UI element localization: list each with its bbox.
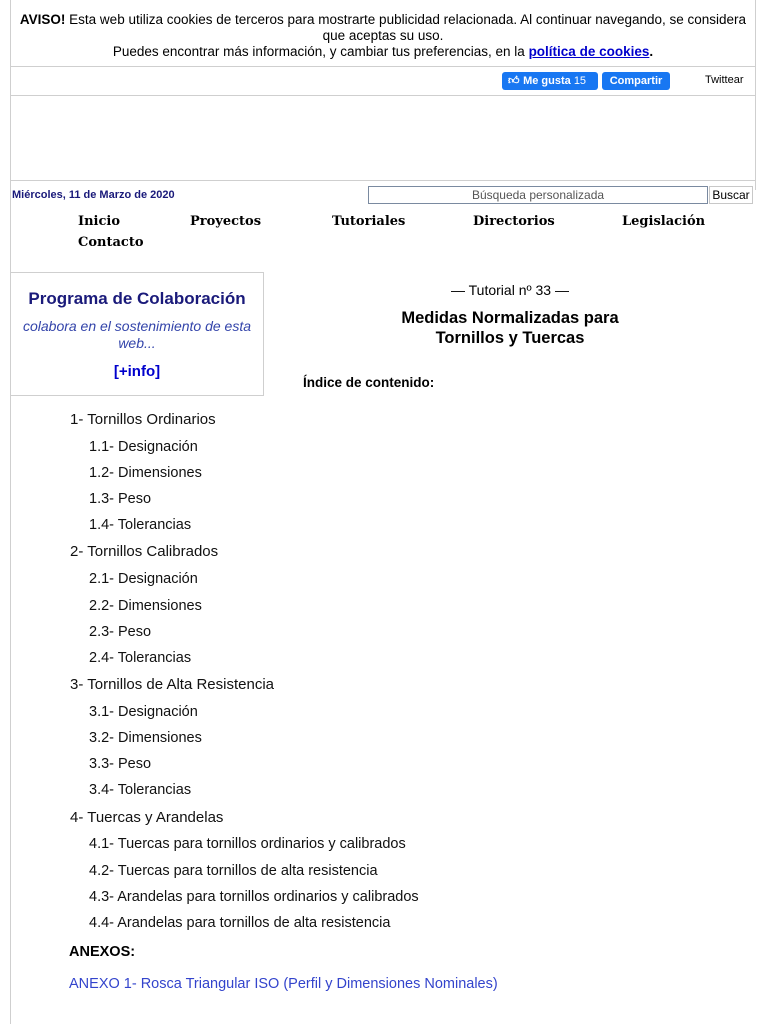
like-count: 15 <box>573 75 587 87</box>
toc-item[interactable]: 4- Tuercas y Arandelas <box>70 809 224 826</box>
tutorial-number: — Tutorial nº 33 — <box>451 282 569 298</box>
toc-subitem[interactable]: 1.4- Tolerancias <box>89 517 192 533</box>
cookie-notice-line1: Esta web utiliza cookies de terceros para mostrarte publicidad relacionada. Al continuar navegando, se considera que aceptas su uso. <box>65 12 747 43</box>
toc-subitem[interactable]: 3.2- Dimensiones <box>89 730 202 746</box>
nav-tutoriales[interactable]: Tutoriales <box>332 214 406 229</box>
collab-title: Programa de Colaboración <box>28 289 246 308</box>
anexos-heading: ANEXOS: <box>69 944 136 960</box>
toc-item[interactable]: 2- Tornillos Calibrados <box>70 543 219 560</box>
twitter-tweet-button[interactable]: Twittear <box>705 74 744 86</box>
collaboration-box <box>10 272 264 396</box>
toc-subitem[interactable]: 2.3- Peso <box>89 624 152 640</box>
toc-subitem[interactable]: 1.1- Designación <box>89 439 198 455</box>
facebook-share-button[interactable]: Compartir <box>602 72 670 90</box>
thumbs-up-icon: 👍︎ <box>508 75 520 87</box>
like-label: Me gusta <box>523 75 571 87</box>
nav-proyectos[interactable]: Proyectos <box>190 214 262 229</box>
current-date: Miércoles, 11 de Marzo de 2020 <box>12 189 175 201</box>
index-heading: Índice de contenido: <box>303 375 435 390</box>
toc-item[interactable]: 3- Tornillos de Alta Resistencia <box>70 676 274 693</box>
toc-subitem[interactable]: 1.3- Peso <box>89 491 152 507</box>
toc-subitem[interactable]: 4.1- Tuercas para tornillos ordinarios y calibrados <box>89 836 406 852</box>
toc-item[interactable]: 1- Tornillos Ordinarios <box>70 411 216 428</box>
divider <box>11 180 755 181</box>
toc-subitem[interactable]: 4.2- Tuercas para tornillos de alta resistencia <box>89 863 378 879</box>
cookie-aviso-label: AVISO! <box>19 12 66 27</box>
search-input[interactable]: Búsqueda personalizada <box>368 186 708 204</box>
page-title-line2: Tornillos y Tuercas <box>435 329 585 347</box>
collab-more-info-link[interactable]: [+info] <box>113 363 161 380</box>
toc-subitem[interactable]: 3.1- Designación <box>89 704 198 720</box>
cookie-notice-line2: Puedes encontrar más información, y cambiar tus preferencias, en la <box>112 44 529 59</box>
anexo-link[interactable]: ANEXO 1- Rosca Triangular ISO (Perfil y Dimensiones Nominales) <box>69 976 498 992</box>
cookie-notice <box>11 12 755 60</box>
search-button[interactable]: Buscar <box>709 186 753 204</box>
frame-left-border <box>10 0 11 1024</box>
nav-directorios[interactable]: Directorios <box>473 214 555 229</box>
nav-contacto[interactable]: Contacto <box>78 235 144 250</box>
toc-subitem[interactable]: 4.3- Arandelas para tornillos ordinarios y calibrados <box>89 889 419 905</box>
nav-inicio[interactable]: Inicio <box>78 214 120 229</box>
page-title <box>300 308 720 348</box>
toc-subitem[interactable]: 4.4- Arandelas para tornillos de alta resistencia <box>89 915 391 931</box>
toc-subitem[interactable]: 2.4- Tolerancias <box>89 650 192 666</box>
toc-subitem[interactable]: 3.3- Peso <box>89 756 152 772</box>
toc-subitem[interactable]: 1.2- Dimensiones <box>89 465 202 481</box>
frame-right-border <box>755 0 756 190</box>
cookie-period: . <box>649 44 654 59</box>
toc-subitem[interactable]: 2.1- Designación <box>89 571 198 587</box>
toc-subitem[interactable]: 2.2- Dimensiones <box>89 598 202 614</box>
divider <box>11 95 755 96</box>
facebook-like-button[interactable] <box>502 72 598 90</box>
cookie-policy-link[interactable]: política de cookies <box>528 44 650 59</box>
divider <box>11 66 755 67</box>
collab-text: colabora en el sostenimiento de esta web... <box>22 318 252 351</box>
page-title-line1: Medidas Normalizadas para <box>401 309 619 327</box>
nav-legislacion[interactable]: Legislación <box>622 214 706 229</box>
toc-subitem[interactable]: 3.4- Tolerancias <box>89 782 192 798</box>
